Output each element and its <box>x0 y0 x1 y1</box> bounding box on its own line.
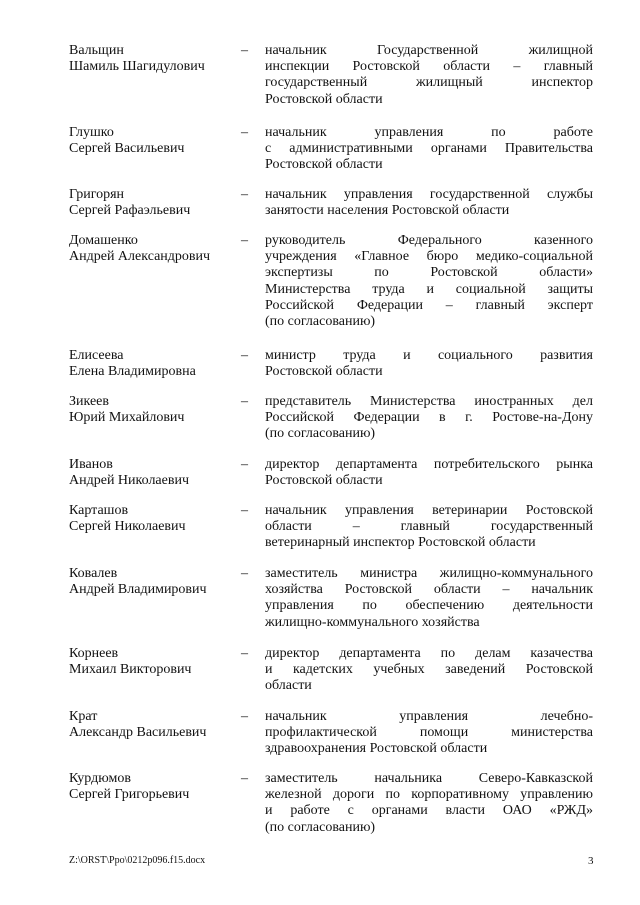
position-line: министр труда и социального развития <box>265 348 593 363</box>
separator-dash: – <box>241 457 248 472</box>
position-line: экспертизы по Ростовской области» <box>265 265 593 281</box>
member-surname: Елисеева <box>69 348 124 363</box>
member-given-names: Елена Владимировна <box>69 364 196 380</box>
position-line: Российской Федерации – главный эксперт <box>265 297 593 313</box>
separator-dash: – <box>241 709 248 724</box>
member-position <box>265 503 593 552</box>
position-line: руководитель Федерального казенного <box>265 233 593 248</box>
position-line: начальник управления государственной службы <box>265 187 593 202</box>
member-surname: Ковалев <box>69 566 118 581</box>
member-position <box>265 348 593 380</box>
member-name <box>69 43 234 75</box>
member-position <box>265 457 593 489</box>
separator-dash: – <box>241 503 248 518</box>
member-given-names: Андрей Владимирович <box>69 582 207 598</box>
separator-dash: – <box>241 566 248 581</box>
position-line: Ростовской области <box>265 364 383 380</box>
member-given-names: Шамиль Шагидулович <box>69 59 205 75</box>
position-line: Ростовской области <box>265 473 383 489</box>
member-surname: Иванов <box>69 457 113 472</box>
position-line: начальник управления лечебно- <box>265 709 593 724</box>
member-name <box>69 233 234 265</box>
member-position <box>265 125 593 174</box>
separator-dash: – <box>241 233 248 248</box>
position-line: и кадетских учебных заведений Ростовской <box>265 662 593 678</box>
position-line: начальник Государственной жилищной <box>265 43 593 58</box>
member-surname: Корнеев <box>69 646 119 661</box>
member-name <box>69 394 234 426</box>
position-line: области – главный государственный <box>265 519 593 535</box>
page-number: 3 <box>588 855 594 867</box>
member-surname: Глушко <box>69 125 114 140</box>
member-given-names: Сергей Васильевич <box>69 141 185 157</box>
member-surname: Григорян <box>69 187 125 202</box>
member-name <box>69 503 234 535</box>
member-given-names: Сергей Рафаэльевич <box>69 203 191 219</box>
position-line: заместитель министра жилищно-коммунального <box>265 566 593 581</box>
member-name <box>69 457 234 489</box>
position-line: Ростовской области <box>265 91 383 107</box>
member-position <box>265 187 593 219</box>
position-line: с административными органами Правительства <box>265 141 593 157</box>
position-line: ветеринарный инспектор Ростовской области <box>265 535 536 551</box>
separator-dash: – <box>241 348 248 363</box>
member-surname: Вальщин <box>69 43 124 58</box>
member-given-names: Юрий Михайлович <box>69 410 185 426</box>
position-line: (по согласованию) <box>265 314 376 330</box>
position-line: Министерства труда и социальной защиты <box>265 281 593 297</box>
separator-dash: – <box>241 187 248 202</box>
position-line: представитель Министерства иностранных дел <box>265 394 593 409</box>
position-line: управления по обеспечению деятельности <box>265 598 593 614</box>
position-line: профилактической помощи министерства <box>265 725 593 741</box>
member-name <box>69 771 234 803</box>
member-name <box>69 187 234 219</box>
position-line: и работе с органами власти ОАО «РЖД» <box>265 803 593 819</box>
position-line: заместитель начальника Северо-Кавказской <box>265 771 593 786</box>
position-line: Ростовской области <box>265 157 383 173</box>
member-name <box>69 709 234 741</box>
member-given-names: Сергей Николаевич <box>69 519 186 535</box>
member-given-names: Андрей Александрович <box>69 249 211 265</box>
position-line: учреждения «Главное бюро медико-социальной <box>265 249 593 265</box>
member-position <box>265 566 593 631</box>
member-position <box>265 709 593 758</box>
position-line: Российской Федерации в г. Ростове-на-Дону <box>265 410 593 426</box>
position-line: инспекции Ростовской области – главный <box>265 59 593 75</box>
member-surname: Карташов <box>69 503 129 518</box>
position-line: государственный жилищный инспектор <box>265 75 593 91</box>
member-name <box>69 566 234 598</box>
member-name <box>69 646 234 678</box>
member-position <box>265 771 593 836</box>
position-line: хозяйства Ростовской области – начальник <box>265 582 593 598</box>
member-surname: Домашенко <box>69 233 138 248</box>
position-line: директор департамента потребительского рынка <box>265 457 593 472</box>
position-line: (по согласованию) <box>265 426 376 442</box>
member-name <box>69 348 234 380</box>
separator-dash: – <box>241 43 248 58</box>
position-line: жилищно-коммунального хозяйства <box>265 614 480 630</box>
member-position <box>265 646 593 695</box>
separator-dash: – <box>241 646 248 661</box>
footer-file-path: Z:\ORST\Ppo\0212p096.f15.docx <box>69 855 206 866</box>
member-given-names: Андрей Николаевич <box>69 473 189 489</box>
member-name <box>69 125 234 157</box>
position-line: здравоохранения Ростовской области <box>265 741 488 757</box>
position-line: директор департамента по делам казачества <box>265 646 593 661</box>
separator-dash: – <box>241 771 248 786</box>
position-line: железной дороги по корпоративному управлению <box>265 787 593 803</box>
member-surname: Крат <box>69 709 98 724</box>
separator-dash: – <box>241 394 248 409</box>
position-line: начальник управления ветеринарии Ростовской <box>265 503 593 518</box>
position-line: (по согласованию) <box>265 819 376 835</box>
position-line: области <box>265 678 312 694</box>
member-given-names: Сергей Григорьевич <box>69 787 190 803</box>
member-surname: Зикеев <box>69 394 109 409</box>
member-given-names: Александр Васильевич <box>69 725 207 741</box>
member-surname: Курдюмов <box>69 771 131 786</box>
member-position <box>265 394 593 443</box>
separator-dash: – <box>241 125 248 140</box>
member-position <box>265 43 593 108</box>
member-position <box>265 233 593 330</box>
position-line: занятости населения Ростовской области <box>265 203 510 219</box>
member-given-names: Михаил Викторович <box>69 662 192 678</box>
position-line: начальник управления по работе <box>265 125 593 140</box>
